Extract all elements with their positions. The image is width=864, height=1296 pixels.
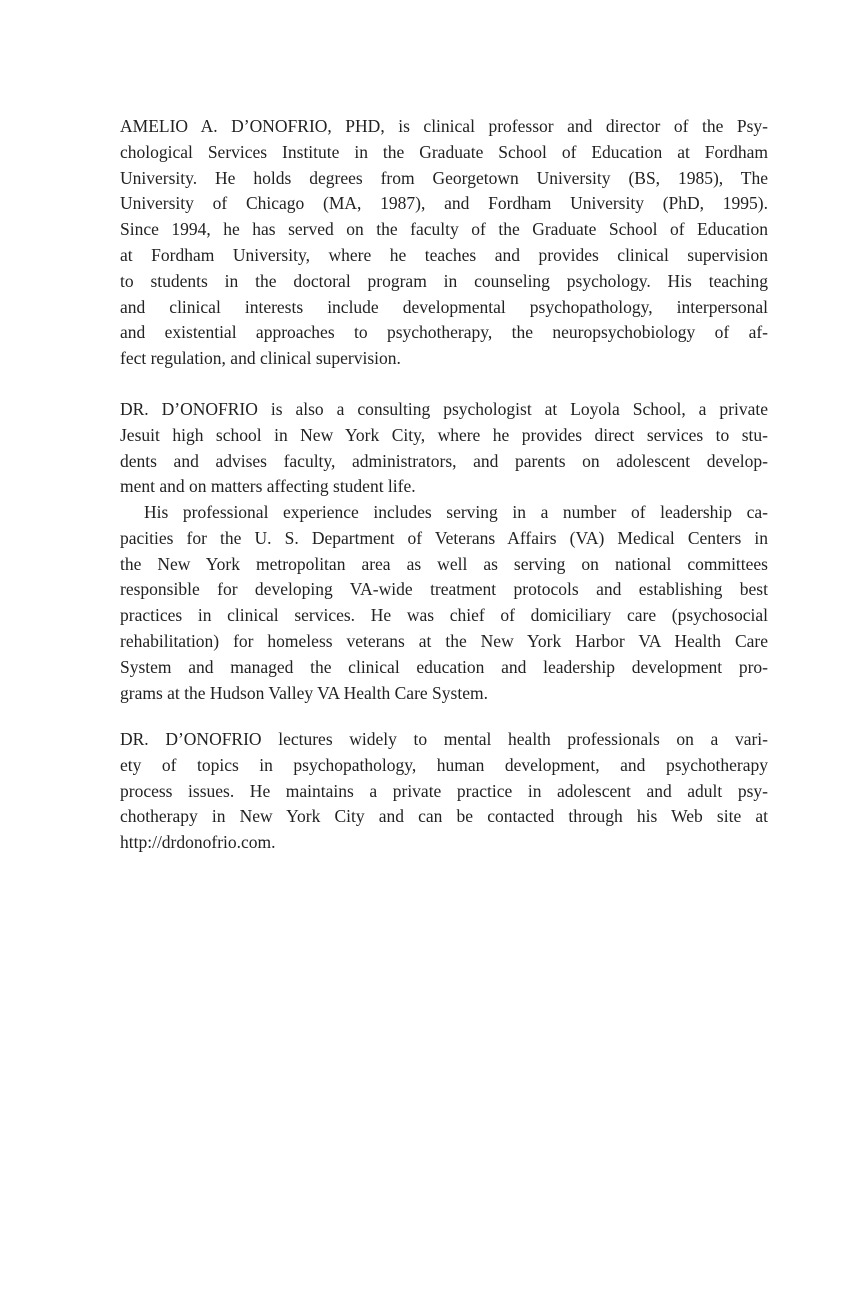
bio-paragraph-1 bbox=[120, 114, 768, 372]
text-line: dents and advises faculty, administrators, and parents on adolescent develop- bbox=[120, 450, 768, 471]
text-line: Jesuit high school in New York City, where he provides direct services to stu- bbox=[120, 424, 768, 445]
text-line: ety of topics in psychopathology, human development, and psychotherapy bbox=[120, 754, 768, 775]
text-line: grams at the Hudson Valley VA Health Care System. bbox=[120, 682, 488, 703]
text-line: rehabilitation) for homeless veterans at the New York Harbor VA Health Care bbox=[120, 630, 768, 651]
text-line: to students in the doctoral program in counseling psychology. His teaching bbox=[120, 270, 768, 291]
bio-paragraph-2 bbox=[120, 397, 768, 500]
text-line: the New York metropolitan area as well as serving on national committees bbox=[120, 553, 768, 574]
text-line: His professional experience includes serving in a number of leadership ca- bbox=[144, 502, 768, 522]
text-line: University. He holds degrees from Georgetown University (BS, 1985), The bbox=[120, 167, 768, 188]
text-line: at Fordham University, where he teaches and provides clinical supervision bbox=[120, 244, 768, 265]
bio-paragraph-4 bbox=[120, 727, 768, 856]
text-line: University of Chicago (MA, 1987), and Fordham University (PhD, 1995). bbox=[120, 193, 768, 214]
text-line: AMELIO A. D’ONOFRIO, PHD, is clinical professor and director of the Psy- bbox=[120, 116, 768, 136]
text-line: process issues. He maintains a private practice in adolescent and adult psy- bbox=[120, 780, 768, 801]
text-line: Since 1994, he has served on the faculty of the Graduate School of Education bbox=[120, 219, 768, 240]
text-line: http://drdonofrio.com. bbox=[120, 832, 276, 853]
text-line: chotherapy in New York City and can be contacted through his Web site at bbox=[120, 806, 768, 827]
text-line: practices in clinical services. He was chief of domiciliary care (psychosocial bbox=[120, 605, 768, 626]
text-line: DR. D’ONOFRIO lectures widely to mental health professionals on a vari- bbox=[120, 729, 768, 749]
text-line: responsible for developing VA-wide treatment protocols and establishing best bbox=[120, 579, 768, 600]
bio-paragraph-3 bbox=[120, 500, 768, 706]
text-line: and clinical interests include developmental psychopathology, interpersonal bbox=[120, 296, 768, 317]
text-line: DR. D’ONOFRIO is also a consulting psychologist at Loyola School, a private bbox=[120, 399, 768, 419]
text-line: fect regulation, and clinical supervision. bbox=[120, 348, 401, 369]
text-line: and existential approaches to psychotherapy, the neuropsychobiology of af- bbox=[120, 322, 768, 343]
text-line: ment and on matters affecting student life. bbox=[120, 476, 416, 497]
text-line: pacities for the U. S. Department of Veterans Affairs (VA) Medical Centers in bbox=[120, 527, 768, 548]
text-line: chological Services Institute in the Graduate School of Education at Fordham bbox=[120, 141, 768, 162]
text-line: System and managed the clinical education and leadership development pro- bbox=[120, 656, 768, 677]
